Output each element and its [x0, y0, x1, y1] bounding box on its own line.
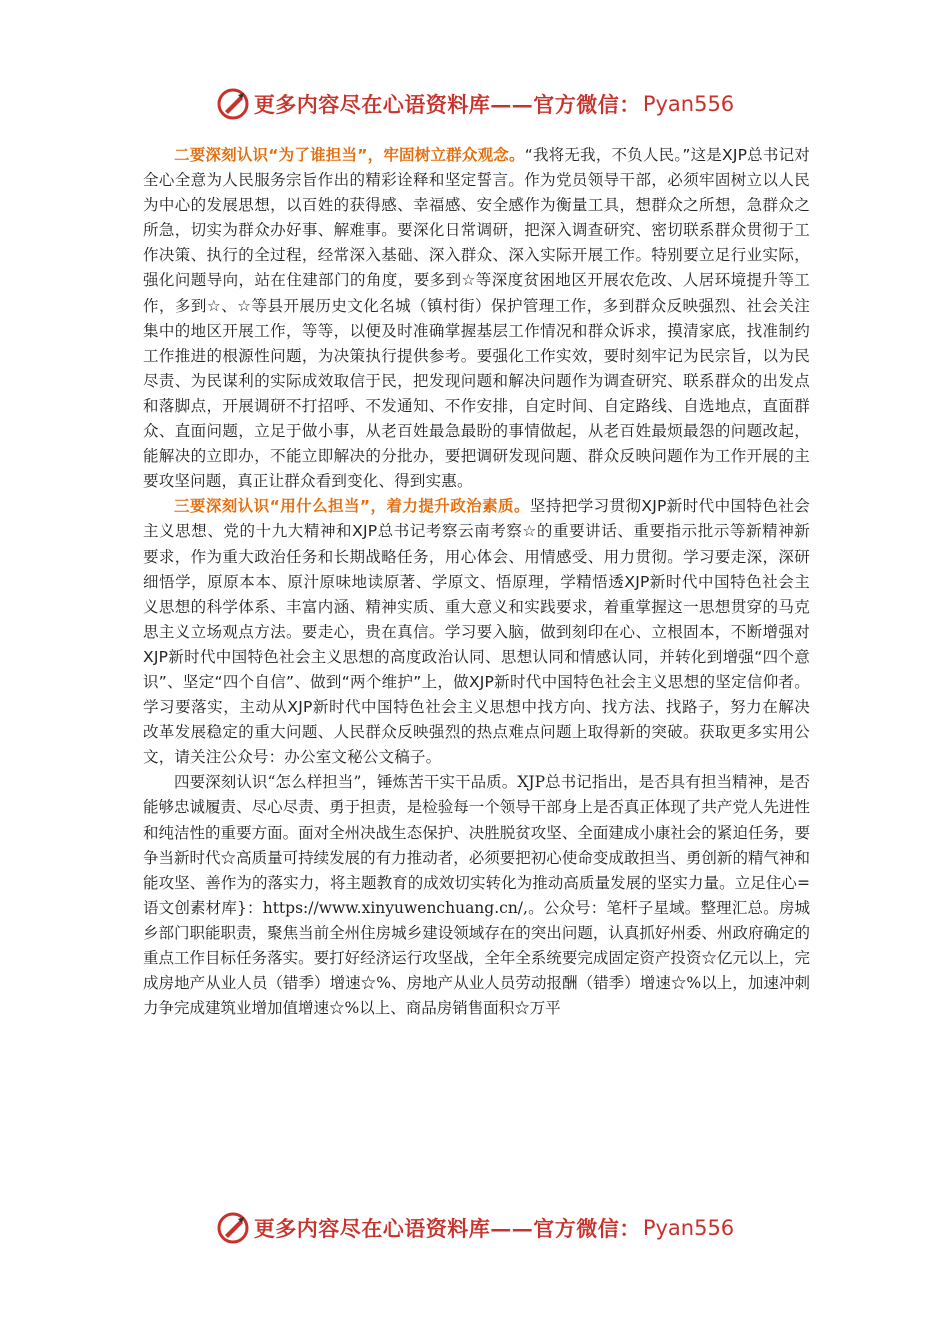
paragraph-3-heading: 三要深刻认识“用什么担当”，着力提升政治素质。 [174, 497, 530, 516]
document-body [143, 143, 810, 1021]
paragraph-2 [143, 143, 810, 494]
banner-wechat-id: Pyan556 [642, 1216, 735, 1240]
paragraph-2-heading: 二要深刻认识“为了谁担当”，牢固树立群众观念。 [174, 146, 525, 164]
paragraph-4-body: 四要深刻认识“怎么样担当”，锤炼苦干实干品质。XJP总书记指出，是否具有担当精神，是否能够忠诚履责、尽心尽责、勇于担责，是检验每一个领导干部身上是否真正体现了共产党人先进性和纯洁性的重要方面。面对全州决战生态保护、决胜脱贫攻坚、全面建成小康社会的紧迫任务，要争当新时代☆高质量可持续发展的有力推动者，必须要把初心使命变成敢担当、勇创新的精气神和能攻坚、善作为的落实力，将主题教育的成效切实转化为推动高质量发展的坚实力量。立足住心=语文创素材库}：https://www.xinyuwenchuang.cn/,。公众号：笔杆子星域。整理汇总。房城乡部门职能职责，聚焦当前全州住房城乡建设领域存在的突出问题，认真抓好州委、州政府确定的重点工作目标任务落实。要打好经济运行攻坚战，全年全系统要完成固定资产投资☆亿元以上，完成房地产从业人员（错季）增速☆%、房地产从业人员劳动报酬（错季）增速☆%以上，加速冲刺力争完成建筑业增加值增速☆%以上、商品房销售面积☆万平 [143, 773, 810, 1018]
logo-icon [216, 87, 250, 121]
banner-text: 更多内容尽在心语资料库——官方微信： [253, 92, 641, 117]
paragraph-3-body: 坚持把学习贯彻XJP新时代中国特色社会主义思想、党的十九大精神和XJP总书记考察云南考察☆的重要讲话、重要指示批示等新精神新要求，作为重大政治任务和长期战略任务，用心体会、用情感受、用力贯彻。学习要走深，深研细悟学，原原本本、原汁原味地读原著、学原文、悟原理，学精悟透XJP新时代中国特色社会主义思想的科学体系、丰富内涵、精神实质、重大意义和实践要求，着重掌握这一思想贯穿的马克思主义立场观点方法。要走心，贵在真信。学习要入脑，做到刻印在心、立根固本，不断增强对XJP新时代中国特色社会主义思想的高度政治认同、思想认同和情感认同，并转化到增强“四个意识”、坚定“四个自信”、做到“两个维护”上，做XJP新时代中国特色社会主义思想的坚定信仰者。学习要落实，主动从XJP新时代中国特色社会主义思想中找方向、找方法、找路子，努力在解决改革发展稳定的重大问题、人民群众反映强烈的热点难点问题上取得新的突破。获取更多实用公文，请关注公众号：办公室文秘公文稿子。 [143, 497, 810, 767]
paragraph-3 [143, 494, 810, 770]
paragraph-4 [143, 770, 810, 1021]
footer-banner [0, 1208, 950, 1248]
header-banner [0, 84, 950, 124]
logo-icon [216, 1211, 250, 1245]
banner-text: 更多内容尽在心语资料库——官方微信： [253, 1216, 641, 1241]
banner-wechat-id: Pyan556 [642, 92, 735, 116]
paragraph-2-body: “我将无我，不负人民。”这是XJP总书记对全心全意为人民服务宗旨作出的精彩诠释和坚定誓言。作为党员领导干部，必须牢固树立以人民为中心的发展思想，以百姓的获得感、幸福感、安全感作为衡量工具，想群众之所想，急群众之所急，切实为群众办好事、解难事。要深化日常调研，把深入调查研究、密切联系群众贯彻于工作决策、执行的全过程，经常深入基础、深入群众、深入实际开展工作。特别要立足行业实际，强化问题导向，站在住建部门的角度，要多到☆等深度贫困地区开展农危改、人居环境提升等工作，多到☆、☆等县开展历史文化名城（镇村街）保护管理工作，多到群众反映强烈、社会关注集中的地区开展工作，等等，以便及时准确掌握基层工作情况和群众诉求，摸清家底，找准制约工作推进的根源性问题，为决策执行提供参考。要强化工作实效，要时刻牢记为民宗旨，以为民尽责、为民谋利的实际成效取信于民，把发现问题和解决问题作为调查研究、联系群众的出发点和落脚点，开展调研不打招呼、不发通知、不作安排，自定时间、自定路线、自选地点，直面群众、直面问题，立足于做小事，从老百姓最急最盼的事情做起，从老百姓最烦最怨的问题改起，能解决的立即办，不能立即解决的分批办，要把调研发现问题、群众反映问题作为工作开展的主要攻坚问题，真正让群众看到变化、得到实惠。 [143, 146, 810, 491]
